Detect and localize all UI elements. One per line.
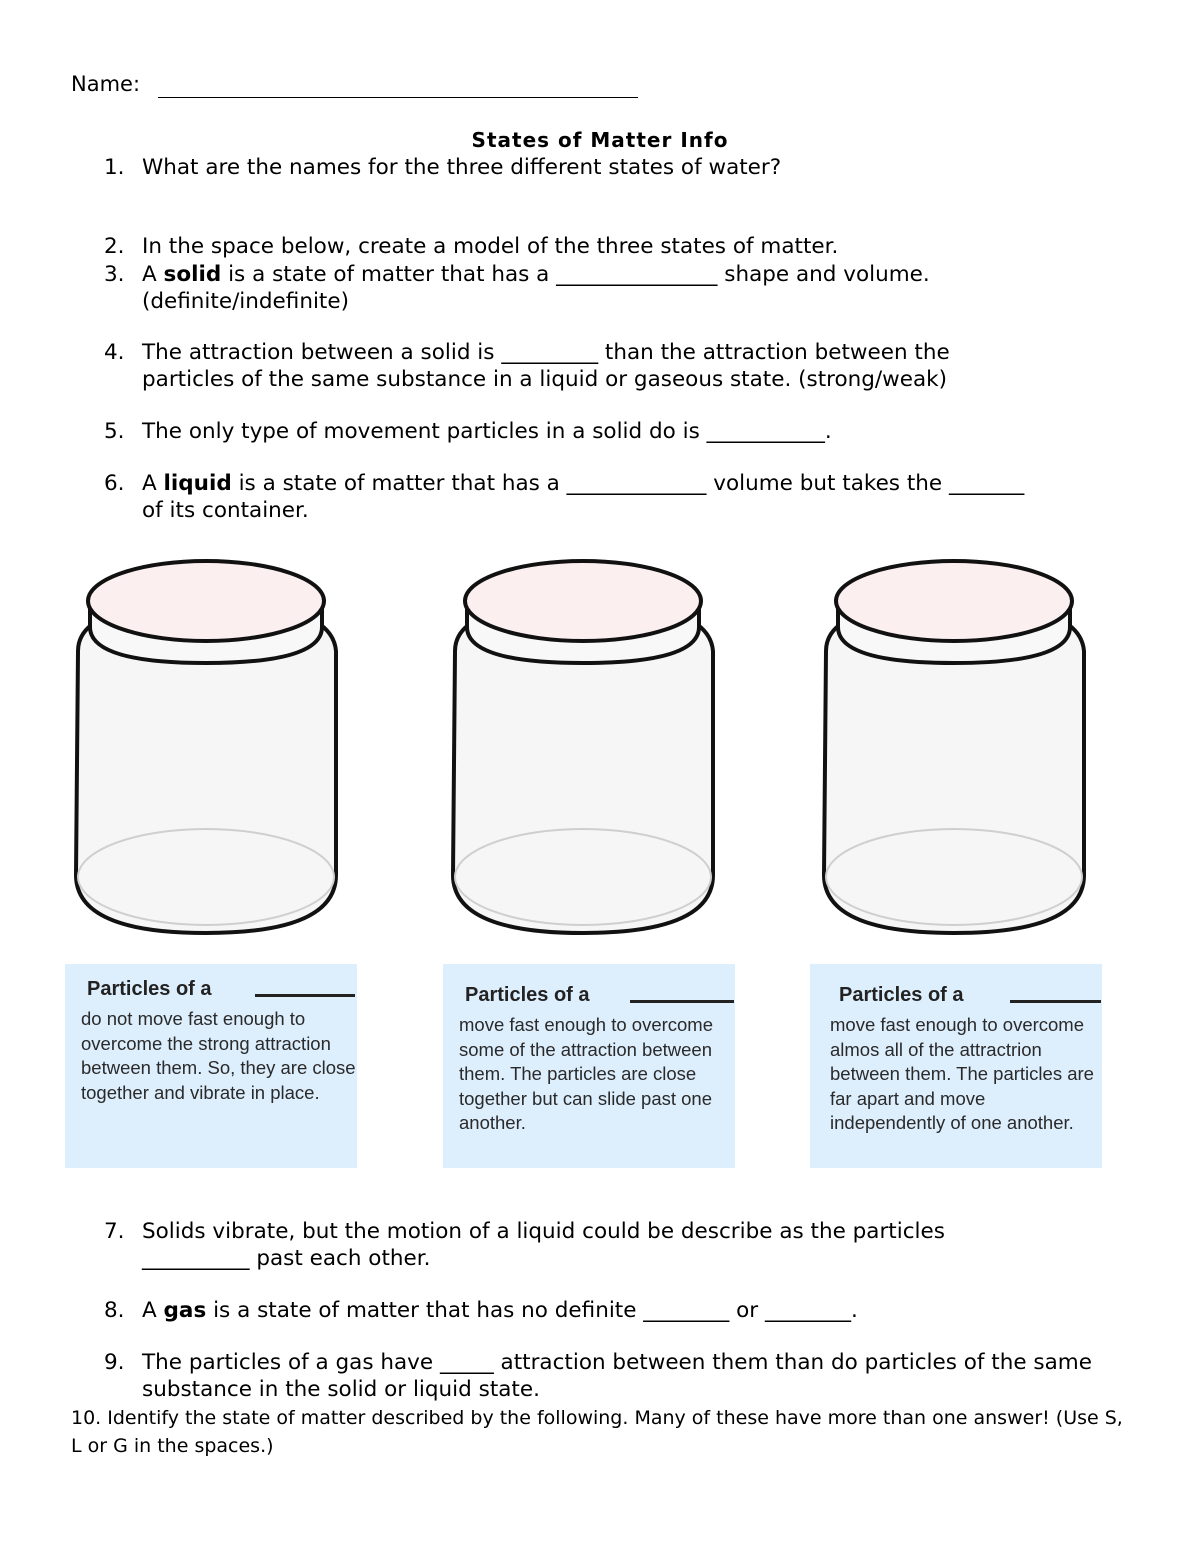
question-4: 4. The attraction between a solid is _________ than the attraction between the particles of the same substance in a liquid or gaseous state. (strong/weak) [104, 340, 950, 392]
term-gas: gas [163, 1298, 207, 1323]
question-9: 9. The particles of a gas have _____ attraction between them than do particles of the same substance in the solid or liquid state. [104, 1350, 1092, 1402]
question-6: 6. A liquid is a state of matter that has a _____________ volume but takes the _______ of its container. [104, 471, 1025, 523]
term-liquid: liquid [163, 471, 232, 496]
name-blank-line[interactable] [158, 97, 638, 98]
question-10: 10. Identify the state of matter described by the following. Many of these have more than one answer! (Use S, L or G in the spaces.) [71, 1407, 1123, 1457]
question-8: 8. A gas is a state of matter that has no definite ________ or ________. [104, 1298, 858, 1323]
jar-icon[interactable] [70, 555, 342, 940]
question-3: 3. A solid is a state of matter that has a _______________ shape and volume. (definite/indefinite) [104, 262, 930, 314]
question-2: 2. In the space below, create a model of the three states of matter. [104, 234, 839, 259]
info-box-blank-line[interactable] [630, 1000, 734, 1003]
question-1: 1. What are the names for the three different states of water? [104, 155, 782, 180]
question-5: 5. The only type of movement particles in a solid do is ___________. [104, 419, 832, 444]
term-solid: solid [163, 262, 222, 287]
jar-icon[interactable] [447, 555, 719, 940]
info-box-solid: Particles of a do not move fast enough to overcome the strong attraction between them. So, they are close together and vibrate in place. [65, 964, 357, 1168]
info-box-blank-line[interactable] [255, 994, 355, 997]
question-7: 7. Solids vibrate, but the motion of a liquid could be describe as the particles __________ past each other. [104, 1219, 945, 1271]
worksheet-title: States of Matter Info [471, 128, 729, 152]
jar-icon[interactable] [818, 555, 1090, 940]
info-box-gas: Particles of a move fast enough to overcome almos all of the attractrion between them. The particles are far apart and move independently of one another. [810, 964, 1102, 1168]
info-box-liquid: Particles of a move fast enough to overcome some of the attraction between them. The particles are close together but can slide past one another. [443, 964, 735, 1168]
info-box-blank-line[interactable] [1010, 1000, 1101, 1003]
name-label: Name: [71, 72, 141, 96]
